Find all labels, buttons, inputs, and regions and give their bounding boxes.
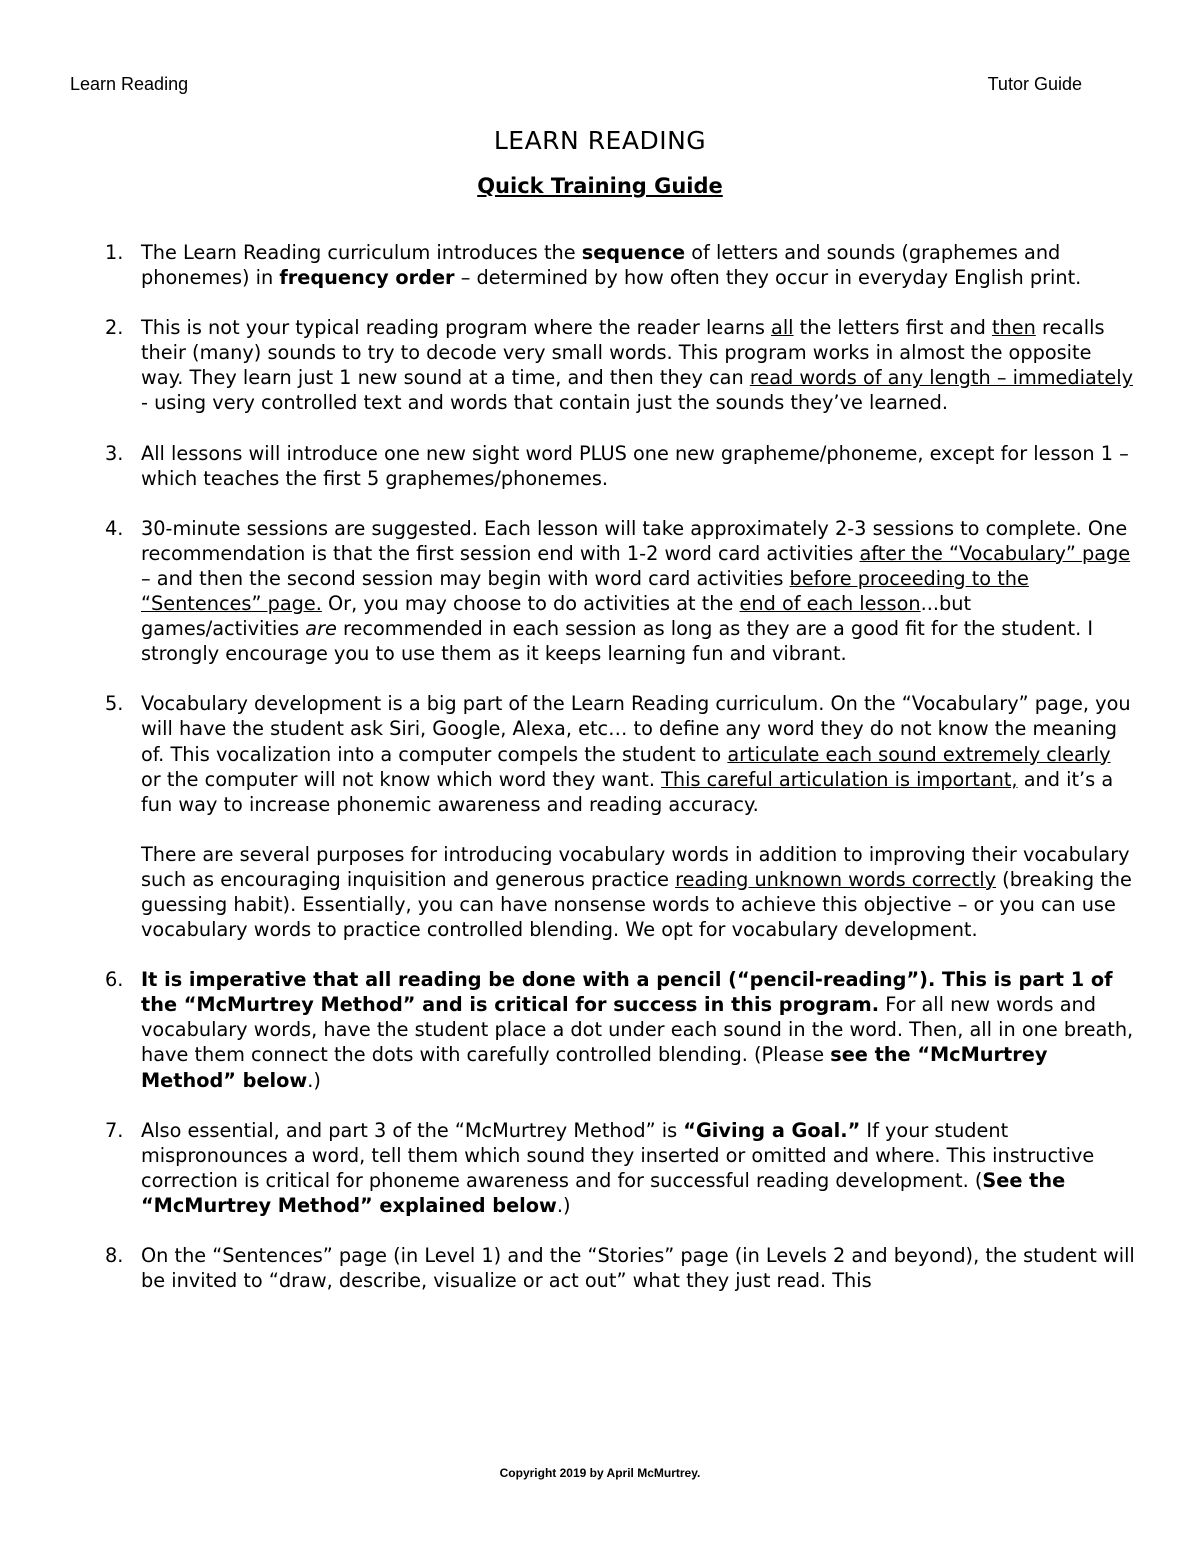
item-number: 5. bbox=[105, 692, 124, 716]
item-text: Also essential, and part 3 of the “McMurtrey Method” is “Giving a Goal.” If your student mispronounces a word, tell them which sound they inserted or omitted and where. This instructive correction is critical for phoneme awareness and for successful reading development. (See the “McMurtrey Method” explained below.) bbox=[141, 1118, 1095, 1217]
item-text: Vocabulary development is a big part of the Learn Reading curriculum. On the “Vocabulary” page, you will have the student ask Siri, Google, Alexa, etc… to define any word they do not know the meaning of. This vocalization into a computer compels the student to articulate each sound extremely clearly or the computer will not know which word they want. This careful articulation is important, and it’s a fun way to increase phonemic awareness and reading accuracy. bbox=[141, 692, 1131, 816]
list-item bbox=[100, 691, 1135, 942]
item-number: 7. bbox=[105, 1118, 124, 1142]
list-item bbox=[100, 516, 1135, 667]
item-text: On the “Sentences” page (in Level 1) and the “Stories” page (in Levels 2 and beyond), the student will be invited to “draw, describe, visualize or act out” what they just read. This bbox=[141, 1244, 1135, 1293]
list-item bbox=[100, 315, 1135, 415]
item-number: 2. bbox=[105, 316, 124, 340]
item-number: 1. bbox=[105, 241, 124, 264]
list-item bbox=[100, 967, 1135, 1092]
item-number: 3. bbox=[105, 441, 124, 465]
item-number: 4. bbox=[105, 516, 124, 540]
guide-list bbox=[100, 240, 1135, 1318]
list-item bbox=[100, 441, 1135, 491]
item-text-continued: There are several purposes for introducing vocabulary words in addition to improving their vocabulary such as encouraging inquisition and generous practice reading unknown words correctly (breaking the guessing habit). Essentially, you can have nonsense words to achieve this objective – or you can use vocabulary words to practice controlled blending. We opt for vocabulary development. bbox=[141, 842, 1132, 942]
item-text: This is not your typical reading program where the reader learns all the letters first and then recalls their (many) sounds to try to decode very small words. This program works in almost the opposite way. They learn just 1 new sound at a time, and then they can read words of any length – immediately - using very controlled text and words that contain just the sounds they’ve learned. bbox=[141, 316, 1133, 415]
copyright-footer: Copyright 2019 by April McMurtrey. bbox=[499, 1466, 701, 1480]
list-item bbox=[100, 1243, 1135, 1293]
header-right: Tutor Guide bbox=[987, 74, 1082, 94]
header-left: Learn Reading bbox=[70, 74, 189, 94]
list-item bbox=[100, 240, 1135, 290]
page-title: LEARN READING bbox=[493, 126, 707, 155]
item-number: 6. bbox=[105, 968, 124, 992]
item-text: The Learn Reading curriculum introduces the sequence of letters and sounds (graphemes and phonemes) in frequency order – determined by how often they occur in everyday English print. bbox=[141, 241, 1082, 290]
item-number: 8. bbox=[105, 1244, 124, 1267]
item-text: 30-minute sessions are suggested. Each lesson will take approximately 2-3 sessions to complete. One recommendation is that the first session end with 1-2 word card activities after the “Vocabulary” page – and then the second session may begin with word card activities before proceeding to the “Sentences” page. Or, you may choose to do activities at the end of each lesson...but games/activities are recommended in each session as long as they are a good fit for the student. I strongly encourage you to use them as it keeps learning fun and vibrant. bbox=[141, 516, 1131, 666]
item-text: It is imperative that all reading be done with a pencil (“pencil-reading”). This is part 1 of the “McMurtrey Method” and is critical for success in this program. For all new words and vocabulary words, have the student place a dot under each sound in the word. Then, all in one breath, have them connect the dots with carefully controlled blending. (Please see the “McMurtrey Method” below.) bbox=[141, 968, 1134, 1092]
item-text: All lessons will introduce one new sight word PLUS one new grapheme/phoneme, except for lesson 1 – which teaches the first 5 graphemes/phonemes. bbox=[141, 441, 1129, 490]
list-item bbox=[100, 1118, 1135, 1218]
page-subtitle: Quick Training Guide bbox=[477, 174, 723, 198]
